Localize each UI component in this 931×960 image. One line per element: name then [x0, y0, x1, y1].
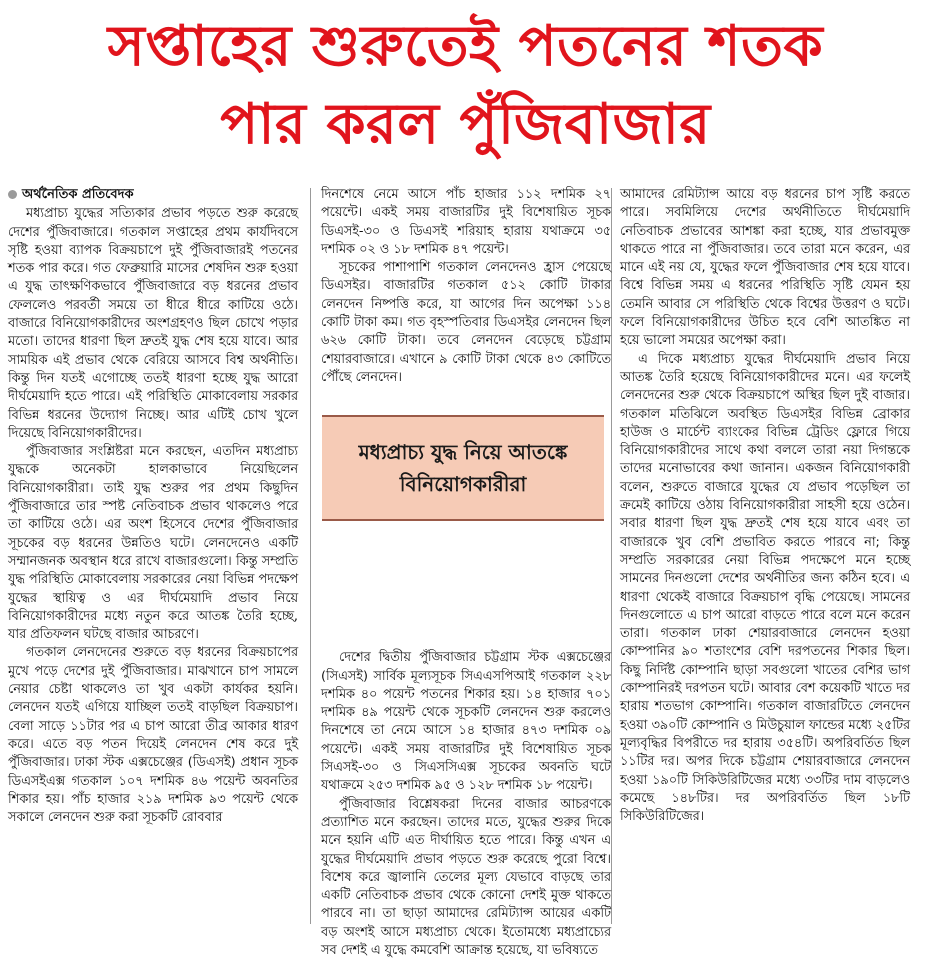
headline	[0, 8, 931, 164]
article-column-2	[321, 186, 611, 959]
paragraph: সূচকের পাশাপাশি গতকাল লেনদেনও হ্রাস পেয়েছে ডিএসইর। বাজারটির গতকাল ৫১২ কোটি টাকার লেনদেন নিষ্পত্তি করে, যা আগের দিন অপেক্ষা ১১৪ কোটি টাকা কম। গত বৃহস্পতিবার ডিএসইর লেনদেন ছিল ৬২৬ কোটি টাকা। তবে লেনদেন বেড়েছে চট্টগ্রাম শেয়ারবাজারে। এখানে ৯ কোটি টাকা থেকে ৪৩ কোটিতে পৌঁছে লেনদেন।	[321, 260, 611, 385]
column-divider	[310, 188, 311, 924]
bullet-icon	[8, 190, 17, 199]
article-column-3	[620, 186, 910, 924]
byline-text: অর্থনৈতিক প্রতিবেদক	[22, 187, 134, 202]
pullquote-line-1: মধ্যপ্রাচ্য যুদ্ধ নিয়ে আতঙ্কে	[358, 440, 568, 464]
byline	[8, 186, 298, 204]
headline-line-2: পার করল পুঁজিবাজার	[220, 92, 711, 157]
paragraph: গতকাল লেনদেনের শুরুতে বড় ধরনের বিক্রয়চাপের মুখে পড়ে দেশের দুই পুঁজিবাজার। মাঝখানে চাপ সামলে নেয়ার চেষ্টা থাকলেও তা খুব একটা কার্যকর হয়নি। লেনদেন যতই এগিয়ে যাচ্ছিল ততই বাড়ছিল বিক্রয়চাপ। বেলা সাড়ে ১১টার পর এ চাপ আরো তীব্র আকার ধারণ করে। এতে বড় পতন দিয়েই লেনদেন শেষ করে দুই পুঁজিবাজার। ঢাকা স্টক এক্সচেঞ্জের (ডিএসই) প্রধান সূচক ডিএসইএক্স গতকাল ১০৭ দশমিক ৪৬ পয়েন্ট অবনতির শিকার হয়। পাঁচ হাজার ২১৯ দশমিক ৯৩ পয়েন্ট থেকে সকালে লেনদেন শুরু করা সূচকটি রোববার	[8, 645, 298, 826]
paragraph: মধ্যপ্রাচ্য যুদ্ধের সত্যিকার প্রভাব পড়তে শুরু করেছে দেশের পুঁজিবাজারে। গতকাল সপ্তাহের প্রথম কার্যদিবসে সৃষ্টি হওয়া ব্যাপক বিক্রয়চাপে দুই পুঁজিবাজারই পতনের শতক পার করে। গত ফেব্রুয়ারি মাসের শেষদিন শুরু হওয়া এ যুদ্ধ তাৎক্ষণিকভাবে পুঁজিবাজারে বড় ধরনের প্রভাব ফেললেও পরবর্তী সময়ে তা ধীরে ধীরে কাটিয়ে ওঠে। বাজারে বিনিয়োগকারীদের অংশগ্রহণও ছিল চোখে পড়ার মতো। তাদের ধারণা ছিল দ্রুতই যুদ্ধ শেষ হয়ে যাবে। আর সাময়িক এই প্রভাব থেকে বেরিয়ে আসবে বিশ্ব অর্থনীতি। কিন্তু দিন যতই এগোচ্ছে ততই ধারণা হচ্ছে যুদ্ধ আরো দীর্ঘমেয়াদি হতে পারে। এই পরিস্থিতি মোকাবেলায় সরকার বিভিন্ন ধরনের উদ্যোগ নিচ্ছে। আর এটিই চোখ খুলে দিয়েছে বিনিয়োগকারীদের।	[8, 206, 298, 441]
paragraph: এ দিকে মধ্যপ্রাচ্য যুদ্ধের দীর্ঘমেয়াদি প্রভাব নিয়ে আতঙ্ক তৈরি হয়েছে বিনিয়োগকারীদের মনে। এর ফলেই লেনদেনের শুরু থেকে বিক্রয়চাপে অস্থির ছিল দুই বাজার। গতকাল মতিঝিলে অবস্থিত ডিএসইর বিভিন্ন ব্রোকার হাউজ ও মার্চেন্ট ব্যাংকের বিভিন্ন ট্রেডিং ফ্লোরে গিয়ে বিনিয়োগকারীদের সাথে কথা বললে তারা নয়া দিগন্তকে তাদের মনোভাবের কথা জানান। একজন বিনিয়োগকারী বলেন, শুরুতে বাজারে যুদ্ধের যে প্রভাব পড়েছিল তা ক্রমেই কাটিয়ে ওঠায় বিনিয়োগকারীরা সাহসী হয়ে ওঠেন। সবার ধারণা ছিল যুদ্ধ দ্রুতই শেষ হয়ে যাবে এবং তা বাজারকে খুব বেশি প্রভাবিত করতে পারবে না; কিন্তু সম্প্রতি সরকারের নেয়া বিভিন্ন পদক্ষেপে মনে হচ্ছে সামনের দিনগুলো দেশের অর্থনীতির জন্য কঠিন হবে। এ ধারণা থেকেই বাজারে বিক্রয়চাপ বৃদ্ধি পেয়েছে। সামনের দিনগুলোতে এ চাপ আরো বাড়তে পারে বলে মনে করেন তারা। গতকাল ঢাকা শেয়ারবাজারে লেনদেন হওয়া কোম্পানির ৯০ শতাংশের বেশি দরপতনের শিকার ছিল। কিছু নির্দিষ্ট কোম্পানি ছাড়া সবগুলো খাতের বেশির ভাগ কোম্পানিরই দরপতন ঘটে। আবার বেশ কয়েকটি খাতে দর হারায় শতভাগ কোম্পানি। গতকাল বাজারটিতে লেনদেন হওয়া ৩৯০টি কোম্পানি ও মিউচুয়াল ফান্ডের মধ্যে ২৫টির মূল্যবৃদ্ধির বিপরীতে দর হারায় ৩৫৪টি। অপরিবর্তিত ছিল ১১টির দর। অপর দিকে চট্টগ্রাম শেয়ারবাজারে লেনদেন হওয়া ১৯০টি সিকিউরিটিজের মধ্যে ৩৩টির দাম বাড়লেও কমেছে ১৪৮টির। দর অপরিবর্তিত ছিল ১৮টি সিকিউরিটিজের।	[620, 351, 910, 825]
pullquote-line-2: বিনিয়োগকারীরা	[399, 472, 527, 496]
pullquote-box	[322, 415, 604, 521]
column-divider	[611, 188, 612, 924]
paragraph: পুঁজিবাজার সংশ্লিষ্টরা মনে করছেন, এতদিন মধ্যপ্রাচ্য যুদ্ধকে অনেকটা হালকাভাবে নিয়েছিলেন বিনিয়োগকারীরা। তাই যুদ্ধ শুরুর পর প্রথম কিছুদিন পুঁজিবাজারে তার স্পষ্ট নেতিবাচক প্রভাব থাকলেও পরে তা কাটিয়ে ওঠে। এর অংশ হিসেবে দেশের পুঁজিবাজার সূচকের বড় ধরনের উন্নতিও ঘটে। লেনদেনেও একটি সম্মানজনক অবস্থান ধরে রাখে বাজারগুলো। কিন্তু সম্প্রতি যুদ্ধ পরিস্থিতি মোকাবেলায় সরকারের নেয়া বিভিন্ন পদক্ষেপ যুদ্ধের স্থায়িত্ব ও এর দীর্ঘমেয়াদি প্রভাব নিয়ে বিনিয়োগকারীদের মধ্যে নতুন করে আতঙ্ক তৈরি হচ্ছে, যার প্রতিফলন ঘটছে বাজার আচরণে।	[8, 444, 299, 643]
headline-line-1: সপ্তাহের শুরুতেই পতনের শতক	[107, 14, 824, 79]
paragraph: দেশের দ্বিতীয় পুঁজিবাজার চট্টগ্রাম স্টক এক্সচেঞ্জের (সিএসই) সার্বিক মূল্যসূচক সিএএসপিআই গতকাল ২২৮ দশমিক ৪০ পয়েন্ট পতনের শিকার হয়। ১৪ হাজার ৭০১ দশমিক ৪৯ পয়েন্ট থেকে সূচকটি লেনদেন শুরু করলেও দিনশেষে তা নেমে আসে ১৪ হাজার ৪৭৩ দশমিক ০৯ পয়েন্টে। একই সময় বাজারটির দুই বিশেষায়িত সূচক সিএসই-৩০ ও সিএসসিএক্স সূচকের অবনতি ঘটে যথাক্রমে ২৫৩ দশমিক ৯৫ ও ১২৮ দশমিক ১৮ পয়েন্ট।	[321, 650, 611, 794]
paragraph: পুঁজিবাজার বিশ্লেষকরা দিনের বাজার আচরণকে প্রত্যাশিত মনে করছেন। তাদের মতে, যুদ্ধের শুরুর দিকে মনে হয়নি এটি এত দীর্ঘায়িত হতে পারে। কিন্তু এখন এ যুদ্ধের দীর্ঘমেয়াদি প্রভাব পড়তে শুরু করেছে পুরো বিশ্বে। বিশেষ করে জ্বালানি তেলের মূল্য যেভাবে বাড়ছে তার একটি নেতিবাচক প্রভাব থেকে কোনো দেশই মুক্ত থাকতে পারবে না। তা ছাড়া আমাদের রেমিট্যান্স আয়ের একটি বড় অংশই আসে মধ্যপ্রাচ্য থেকে। ইতোমধ্যে মধ্যপ্রাচ্যের সব দেশই এ যুদ্ধে কমবেশি আক্রান্ত হয়েছে, যা ভবিষ্যতে	[321, 796, 611, 959]
article-column-1	[8, 186, 298, 924]
paragraph: আমাদের রেমিট্যান্স আয়ে বড় ধরনের চাপ সৃষ্টি করতে পারে। সবমিলিয়ে দেশের অর্থনীতিতে দীর্ঘমেয়াদি নেতিবাচক প্রভাবের আশঙ্কা করা হচ্ছে, যার প্রভাবমুক্ত থাকতে পারে না পুঁজিবাজার। তবে তারা মনে করেন, এর মানে এই নয় যে, যুদ্ধের ফলে পুঁজিবাজার শেষ হয়ে যাবে। বিশ্বে বিভিন্ন সময় এ ধরনের পরিস্থিতি সৃষ্টি যেমন হয় তেমনি আবার সে পরিস্থিতি থেকে বিশ্বের উত্তরণ ও ঘটে। ফলে বিনিয়োগকারীদের উচিত হবে বেশি আতঙ্কিত না হয়ে ভালো সময়ের অপেক্ষা করা।	[620, 187, 910, 349]
paragraph: দিনশেষে নেমে আসে পাঁচ হাজার ১১২ দশমিক ২৭ পয়েন্টে। একই সময় বাজারটির দুই বিশেষায়িত সূচক ডিএসই-৩০ ও ডিএসই শরিয়াহ হারায় যথাক্রমে ৩৫ দশমিক ০২ ও ১৮ দশমিক ৪৭ পয়েন্ট।	[321, 187, 611, 257]
